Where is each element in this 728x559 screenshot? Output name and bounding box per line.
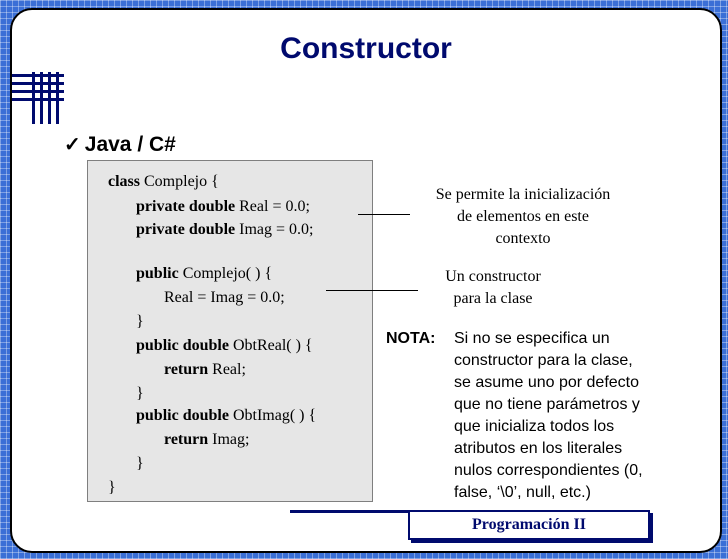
bullet-text: Java / C# (84, 133, 176, 156)
bullet-languages (64, 132, 176, 157)
code-line: private double Imag = 0.0; (136, 221, 314, 238)
code-line: } (108, 479, 116, 496)
nota-line: Si no se especifica un (454, 330, 610, 347)
code-line: return Imag; (164, 431, 250, 448)
code-line: Real = Imag = 0.0; (164, 289, 285, 306)
decor-bar (40, 72, 43, 124)
note-constructor (418, 266, 568, 310)
code-line: public double ObtReal( ) { (136, 337, 313, 354)
footer-rule (290, 510, 410, 513)
note-line: para la clase (453, 290, 533, 307)
code-line: } (136, 455, 144, 472)
note-line: de elementos en este (457, 208, 589, 225)
note-line: Se permite la inicialización (435, 186, 611, 203)
nota-line: false, ‘\0’, null, etc.) (454, 484, 591, 501)
decorative-bars (12, 10, 72, 130)
connector-line (358, 214, 410, 215)
code-line: public double ObtImag( ) { (136, 407, 317, 424)
code-line: return Real; (164, 361, 246, 378)
code-line: public Complejo( ) { (136, 265, 273, 282)
slide-title: Constructor (280, 32, 452, 65)
nota-line: que no tiene parámetros y (454, 396, 640, 413)
code-line: private double Real = 0.0; (136, 198, 310, 215)
nota-line: se asume uno por defecto (454, 374, 640, 391)
nota-line: nulos correspondientes (0, (454, 462, 643, 479)
code-line: class Complejo { (108, 173, 219, 190)
nota-line: constructor para la clase, (454, 352, 633, 369)
connector-line (326, 290, 418, 291)
note-line: Un constructor (445, 268, 541, 285)
note-line: contexto (495, 230, 551, 247)
nota-line: atributos en los literales (454, 440, 623, 457)
checkmark-icon: ✓ (64, 134, 81, 156)
nota-label: NOTA: (386, 330, 436, 347)
decor-bar (32, 72, 35, 124)
code-line: } (136, 385, 144, 402)
note-initialization (404, 184, 642, 250)
code-block (87, 160, 373, 502)
nota-line: que inicializa todos los (454, 418, 615, 435)
code-line: } (136, 313, 144, 330)
decor-bar (56, 72, 59, 124)
footer-course: Programación II (408, 510, 650, 540)
decor-bar (48, 72, 51, 124)
